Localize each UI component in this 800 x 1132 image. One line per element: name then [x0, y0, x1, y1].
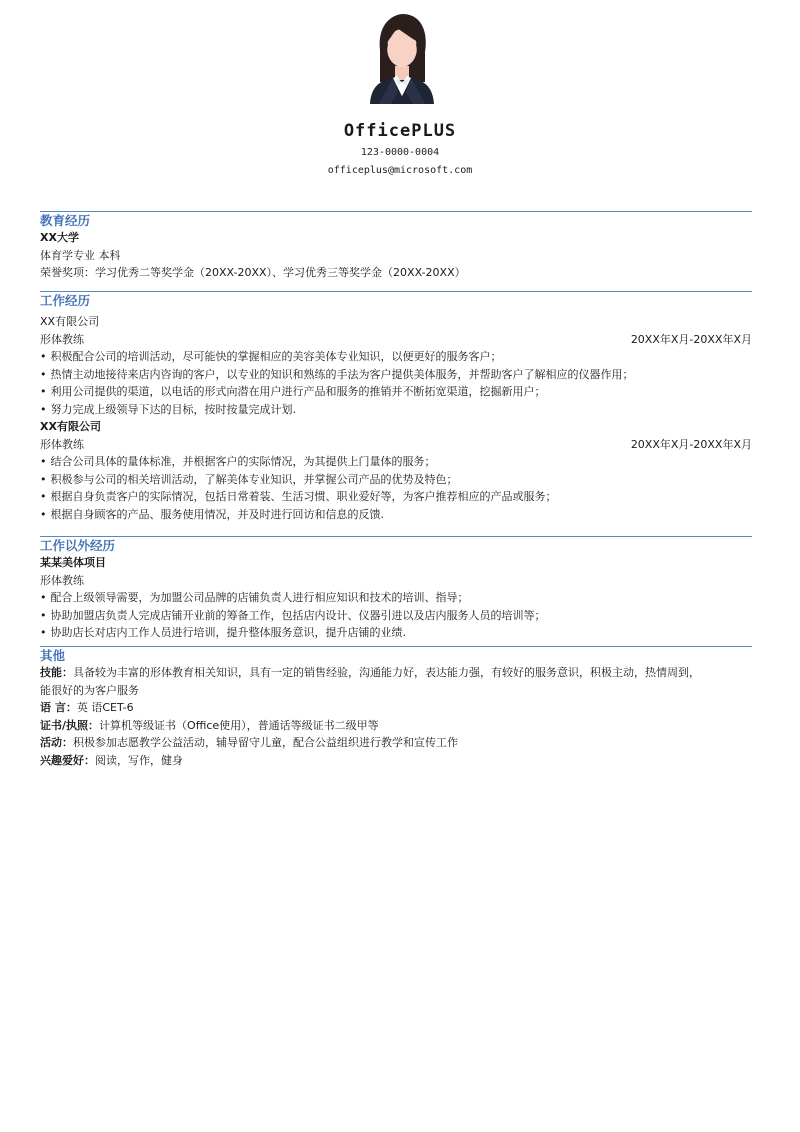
job-role: 形体教练 — [40, 332, 84, 346]
language-row — [40, 699, 752, 717]
list-item: • 根据自身负责客户的实际情况，包括日常着装、生活习惯、职业爱好等，为客户推荐相应的产品或服务； — [40, 488, 752, 506]
activity-text: 积极参加志愿教学公益活动，辅导留守儿童，配合公益组织进行教学和宣传工作 — [73, 736, 458, 749]
other-title: 其他 — [40, 648, 66, 663]
project-role: 形体教练 — [40, 573, 84, 587]
skills-row — [40, 664, 752, 682]
list-item: • 热情主动地接待来店内咨询的客户，以专业的知识和熟练的手法为客户提供美体服务，并帮助客户了解相应的仪器作用； — [40, 366, 752, 384]
activity-label: 活动： — [40, 736, 73, 749]
skills-text-cont: 能很好的为客户服务 — [40, 683, 139, 697]
job-role-row — [40, 331, 752, 349]
candidate-name: OfficePLUS — [343, 121, 457, 141]
skills-text: 具备较为丰富的形体教育相关知识，具有一定的销售经验，沟通能力好，表达能力强，有较好的服务意识，积极主动，热情周到， — [73, 666, 700, 679]
language-label: 语 言： — [40, 701, 77, 714]
certificate-row — [40, 717, 752, 735]
job-date: 20XX年X月-20XX年X月 — [630, 332, 752, 346]
job-date: 20XX年X月-20XX年X月 — [630, 437, 752, 451]
other-section — [40, 647, 752, 769]
list-item: • 配合上级领导需要，为加盟公司品牌的店铺负责人进行相应知识和技术的培训、指导； — [40, 589, 752, 607]
hobby-text: 阅读，写作，健身 — [95, 753, 183, 767]
hobby-row — [40, 752, 752, 770]
phone-number: 123-0000-0004 — [360, 147, 440, 158]
list-item: • 积极参与公司的相关培训活动，了解美体专业知识，并掌握公司产品的优势及特色； — [40, 471, 752, 489]
list-item: • 努力完成上级领导下达的目标，按时按量完成计划. — [40, 401, 752, 419]
email-address: officeplus@microsoft.com — [327, 165, 473, 176]
certificate-label: 证书/执照： — [40, 718, 100, 732]
school-name: XX大学 — [40, 231, 79, 244]
project-name: 某某美体项目 — [40, 556, 106, 569]
extra-title: 工作以外经历 — [40, 538, 116, 553]
list-item: • 协助加盟店负责人完成店铺开业前的筹备工作，包括店内设计、仪器引进以及店内服务人员的培训等； — [40, 607, 752, 625]
major: 体育学专业 本科 — [40, 248, 121, 262]
avatar — [367, 12, 437, 104]
list-item: • 协助店长对店内工作人员进行培训，提升整体服务意识，提升店铺的业绩. — [40, 624, 752, 642]
job-role: 形体教练 — [40, 437, 84, 451]
honors: 荣誉奖项：学习优秀二等奖学金（20XX-20XX）、学习优秀三等奖学金（20XX-20XX） — [40, 266, 466, 279]
work-title: 工作经历 — [40, 293, 91, 308]
skills-label: 技能： — [40, 666, 73, 679]
list-item: • 利用公司提供的渠道，以电话的形式向潜在用户进行产品和服务的推销并不断拓宽渠道，挖掘新用户； — [40, 383, 752, 401]
activity-row — [40, 734, 752, 752]
language-text: 英 语CET-6 — [76, 701, 134, 714]
list-item: • 结合公司具体的量体标准，并根据客户的实际情况，为其提供上门量体的服务； — [40, 453, 752, 471]
avatar-illustration-icon — [367, 12, 437, 104]
certificate-text: 计算机等级证书（Office使用），普通话等级证书二级甲等 — [99, 718, 379, 732]
list-item: • 根据自身顾客的产品、服务使用情况，并及时进行回访和信息的反馈. — [40, 506, 752, 524]
hobby-label: 兴趣爱好： — [40, 753, 95, 767]
company-name: XX有限公司 — [40, 315, 100, 328]
list-item: • 积极配合公司的培训活动，尽可能快的掌握相应的美容美体专业知识，以便更好的服务客户； — [40, 348, 752, 366]
extra-experience-section — [40, 537, 752, 642]
job-role-row — [40, 436, 752, 454]
education-title: 教育经历 — [40, 213, 91, 228]
education-section — [40, 212, 752, 282]
company-name: XX有限公司 — [40, 420, 101, 433]
work-section — [40, 292, 752, 523]
